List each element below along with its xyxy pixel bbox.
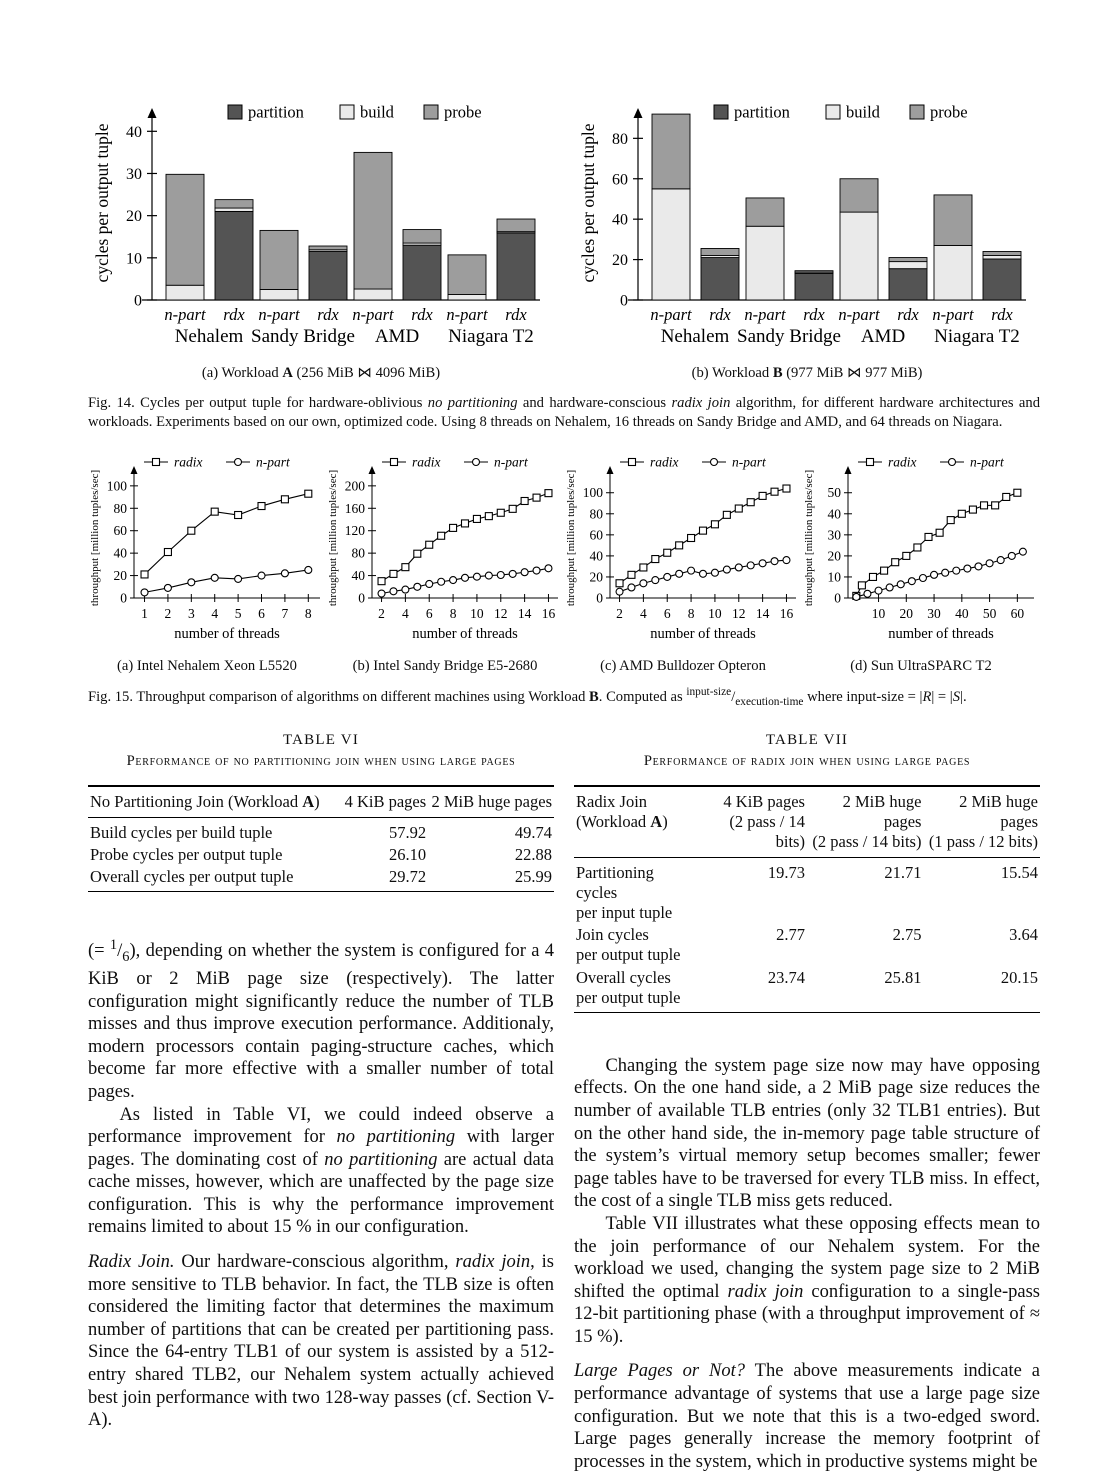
svg-text:number of threads: number of threads <box>412 626 518 642</box>
header-line: (1 pass / 12 bits) <box>925 832 1038 852</box>
svg-text:200: 200 <box>345 478 366 493</box>
table-row <box>574 857 1040 924</box>
svg-text:14: 14 <box>518 606 532 621</box>
svg-text:160: 160 <box>345 501 366 516</box>
table-vii <box>574 785 1040 1013</box>
svg-text:60: 60 <box>1011 606 1025 621</box>
fig15b-subcaption: (b) Intel Sandy Bridge E5-2680 <box>326 658 564 675</box>
svg-text:n-part: n-part <box>838 305 880 324</box>
table-vi-block <box>88 732 554 892</box>
svg-text:7: 7 <box>282 606 289 621</box>
cell-value: 19.73 <box>700 857 807 924</box>
table-header-row <box>88 786 554 818</box>
label-line: per input tuple <box>576 903 698 923</box>
cell-value: 25.81 <box>807 967 924 1013</box>
table-row <box>574 924 1040 966</box>
svg-text:0: 0 <box>134 293 142 310</box>
svg-text:AMD: AMD <box>861 326 905 347</box>
cell-value: 57.92 <box>330 817 428 844</box>
paragraph: Table VII illustrates what these opposing effects mean to the join performance of our Nehalem system. For the workload we used, changing the system page size to 2 MiB shifted the optimal radix join configuration to a single-pass 12-bit partitioning phase (with a throughput improvement of ≈ 15 %). <box>574 1213 1040 1349</box>
fig15c-figure <box>564 448 802 675</box>
svg-text:30: 30 <box>126 166 142 183</box>
header-line: (Workload A) <box>576 812 698 832</box>
cell-value: 2.75 <box>807 924 924 966</box>
svg-text:20: 20 <box>828 548 842 563</box>
fig15d-line-chart <box>802 448 1040 654</box>
svg-text:AMD: AMD <box>375 326 419 347</box>
svg-text:4: 4 <box>211 606 218 621</box>
row-label: Probe cycles per output tuple <box>88 844 330 866</box>
svg-text:4: 4 <box>640 606 647 621</box>
svg-text:number of threads: number of threads <box>174 626 280 642</box>
svg-text:n-part: n-part <box>494 454 529 469</box>
svg-text:120: 120 <box>345 523 366 538</box>
table-vi-header-label: No Partitioning Join (Workload A) <box>88 786 330 818</box>
svg-text:cycles per output tuple: cycles per output tuple <box>578 123 598 282</box>
svg-text:n-part: n-part <box>732 454 767 469</box>
fig15b-line-chart <box>326 448 564 654</box>
cell-value: 25.99 <box>428 866 554 892</box>
row-label: Build cycles per build tuple <box>88 817 330 844</box>
svg-text:build: build <box>846 103 881 122</box>
fig15d-figure <box>802 448 1040 675</box>
svg-text:10: 10 <box>126 250 142 267</box>
svg-text:6: 6 <box>426 606 433 621</box>
svg-text:16: 16 <box>542 606 556 621</box>
label-line: per output tuple <box>576 988 698 1008</box>
svg-text:radix: radix <box>412 454 441 469</box>
svg-text:throughput [million tuples/sec: throughput [million tuples/sec] <box>565 470 577 606</box>
svg-text:cycles per output tuple: cycles per output tuple <box>92 123 112 282</box>
table-vii-header-2mib-2pass <box>807 786 924 858</box>
header-line: (2 pass / 14 bits) <box>809 832 922 852</box>
svg-text:40: 40 <box>590 548 604 563</box>
cell-value: 49.74 <box>428 817 554 844</box>
svg-text:n-part: n-part <box>258 305 300 324</box>
svg-text:20: 20 <box>590 569 604 584</box>
fig15a-figure <box>88 448 326 675</box>
fig14b-figure <box>574 92 1040 382</box>
paragraph-radix-join: Radix Join. Our hardware-conscious algorithm, radix join, is more sensitive to TLB behavior. In fact, the TLB size is often considered the limiting factor that determines the maximum number of partitions that can be created per partitioning pass. Since the 64-entry TLB1 of our system is assisted by a 512-entry shared TLB2, our Nehalem system actually achieved best join performance with two 128-way passes (cf. Section V-A). <box>88 1251 554 1432</box>
table-vii-block <box>574 732 1040 1013</box>
svg-text:Sandy Bridge: Sandy Bridge <box>737 326 841 347</box>
cell-value: 21.71 <box>807 857 924 924</box>
table-row <box>574 967 1040 1013</box>
svg-text:number of threads: number of threads <box>888 626 994 642</box>
table-row <box>88 844 554 866</box>
svg-text:n-part: n-part <box>970 454 1005 469</box>
cell-value: 20.15 <box>923 967 1040 1013</box>
header-line: Radix Join <box>576 792 698 812</box>
fig15a-subcaption: (a) Intel Nehalem Xeon L5520 <box>88 658 326 675</box>
paragraph-large-pages: Large Pages or Not? The above measurements indicate a performance advantage of systems that use a large page size configuration. But we note that this is a two-edged sword. Large pages generally increase the memory footprint of processes in the system, which in productive systems might be <box>574 1360 1040 1473</box>
svg-text:Niagara T2: Niagara T2 <box>934 326 1020 347</box>
svg-text:Niagara T2: Niagara T2 <box>448 326 534 347</box>
svg-text:20: 20 <box>114 568 128 583</box>
svg-text:20: 20 <box>612 252 628 269</box>
svg-text:rdx: rdx <box>317 305 339 324</box>
table-vii-header-2mib-1pass <box>923 786 1040 858</box>
table-vi-header-2mib: 2 MiB huge pages <box>428 786 554 818</box>
fig14a-bar-chart <box>88 92 554 360</box>
svg-text:40: 40 <box>126 124 142 141</box>
svg-text:n-part: n-part <box>932 305 974 324</box>
header-line: 2 MiB huge pages <box>809 792 922 832</box>
svg-text:n-part: n-part <box>650 305 692 324</box>
svg-text:30: 30 <box>927 606 941 621</box>
svg-text:20: 20 <box>126 208 142 225</box>
svg-text:2: 2 <box>165 606 172 621</box>
paragraph: Changing the system page size now may have opposing effects. On the one hand side, a 2 MiB page size reduces the number of available TLB entries (only 32 TLB1 entries). But on the other hand side, the in-memory page table structure of the system’s virtual memory setup becomes smaller; fewer page tables have to be traversed for every TLB miss. In effect, the cost of a single TLB miss gets reduced. <box>574 1055 1040 1213</box>
svg-text:0: 0 <box>120 590 127 605</box>
fig15c-line-chart <box>564 448 802 654</box>
svg-text:0: 0 <box>620 293 628 310</box>
svg-text:n-part: n-part <box>164 305 206 324</box>
svg-text:40: 40 <box>352 568 366 583</box>
header-line: 4 KiB pages <box>702 792 805 812</box>
svg-text:n-part: n-part <box>256 454 291 469</box>
table-vii-title: TABLE VII <box>574 732 1040 749</box>
table-vi-title: TABLE VI <box>88 732 554 749</box>
svg-text:8: 8 <box>688 606 695 621</box>
fig14b-bar-chart <box>574 92 1040 360</box>
row-label <box>574 924 700 966</box>
svg-text:radix: radix <box>650 454 679 469</box>
cell-value: 23.74 <box>700 967 807 1013</box>
svg-text:n-part: n-part <box>446 305 488 324</box>
svg-text:probe: probe <box>444 103 482 122</box>
svg-text:80: 80 <box>612 131 628 148</box>
svg-text:80: 80 <box>114 501 128 516</box>
fig14a-figure <box>88 92 554 382</box>
svg-text:radix: radix <box>174 454 203 469</box>
fig14b-subcaption: (b) Workload B (977 MiB ⋈ 977 MiB) <box>574 364 1040 382</box>
row-label <box>574 857 700 924</box>
fig15b-figure <box>326 448 564 675</box>
svg-text:40: 40 <box>828 506 842 521</box>
fig15d-subcaption: (d) Sun UltraSPARC T2 <box>802 658 1040 675</box>
svg-text:8: 8 <box>305 606 312 621</box>
svg-text:partition: partition <box>248 103 304 122</box>
label-line: Partitioning cycles <box>576 863 698 903</box>
svg-text:14: 14 <box>756 606 770 621</box>
fig14-caption: Fig. 14. Cycles per output tuple for hardware-oblivious no partitioning and hardware-conscious radix join algorithm, for different hardware architectures and workloads. Experiments based on our own, optimized code. Using 8 threads on Nehalem, 16 threads on Sandy Bridge and AMD, and 64 threads on Niagara. <box>88 394 1040 432</box>
svg-text:12: 12 <box>732 606 746 621</box>
table-row <box>88 817 554 844</box>
svg-text:40: 40 <box>612 212 628 229</box>
right-column <box>574 732 1040 1473</box>
cell-value: 15.54 <box>923 857 1040 924</box>
svg-text:6: 6 <box>258 606 265 621</box>
svg-text:60: 60 <box>612 171 628 188</box>
svg-text:2: 2 <box>616 606 623 621</box>
fig15c-subcaption: (c) AMD Bulldozer Opteron <box>564 658 802 675</box>
svg-text:40: 40 <box>955 606 969 621</box>
svg-text:rdx: rdx <box>223 305 245 324</box>
svg-text:60: 60 <box>114 523 128 538</box>
table-vi-subtitle: Performance of no partitioning join when using large pages <box>88 753 554 770</box>
svg-text:Sandy Bridge: Sandy Bridge <box>251 326 355 347</box>
svg-text:build: build <box>360 103 395 122</box>
table-vii-header-4kib <box>700 786 807 858</box>
fig15a-line-chart <box>88 448 326 654</box>
cell-value: 29.72 <box>330 866 428 892</box>
svg-text:rdx: rdx <box>709 305 731 324</box>
svg-text:1: 1 <box>141 606 148 621</box>
svg-text:rdx: rdx <box>991 305 1013 324</box>
svg-text:2: 2 <box>378 606 385 621</box>
svg-text:throughput [million tuples/sec: throughput [million tuples/sec] <box>327 470 339 606</box>
table-vii-header-label <box>574 786 700 858</box>
table-vi <box>88 785 554 892</box>
svg-text:4: 4 <box>402 606 409 621</box>
svg-text:5: 5 <box>235 606 242 621</box>
two-column-layout <box>88 732 1040 1473</box>
svg-text:throughput [million tuples/sec: throughput [million tuples/sec] <box>89 470 101 606</box>
header-line: (2 pass / 14 bits) <box>702 812 805 852</box>
svg-text:rdx: rdx <box>803 305 825 324</box>
svg-text:16: 16 <box>780 606 794 621</box>
svg-text:0: 0 <box>596 590 603 605</box>
svg-text:40: 40 <box>114 546 128 561</box>
paragraph: As listed in Table VI, we could indeed observe a performance improvement for no partitioning with larger pages. The dominating cost of no partitioning are actual data cache misses, however, which are unaffected by the page size configuration. This is why the performance improvement remains limited to about 15 % in our configuration. <box>88 1104 554 1240</box>
table-vi-header-4kib: 4 KiB pages <box>330 786 428 818</box>
table-vii-subtitle: Performance of radix join when using large pages <box>574 753 1040 770</box>
svg-text:rdx: rdx <box>411 305 433 324</box>
svg-text:rdx: rdx <box>505 305 527 324</box>
row-label: Overall cycles per output tuple <box>88 866 330 892</box>
svg-text:100: 100 <box>583 485 604 500</box>
svg-text:0: 0 <box>358 590 365 605</box>
cell-value: 26.10 <box>330 844 428 866</box>
svg-text:n-part: n-part <box>352 305 394 324</box>
svg-text:throughput [million tuples/sec: throughput [million tuples/sec] <box>803 470 815 606</box>
svg-text:Nehalem: Nehalem <box>661 326 730 347</box>
svg-text:rdx: rdx <box>897 305 919 324</box>
svg-text:6: 6 <box>664 606 671 621</box>
svg-text:n-part: n-part <box>744 305 786 324</box>
svg-text:30: 30 <box>828 527 842 542</box>
cell-value: 2.77 <box>700 924 807 966</box>
svg-text:80: 80 <box>352 546 366 561</box>
fig15-row <box>88 448 1040 675</box>
svg-text:60: 60 <box>590 527 604 542</box>
header-line: 2 MiB huge pages <box>925 792 1038 832</box>
table-row <box>88 866 554 892</box>
svg-text:100: 100 <box>107 478 128 493</box>
cell-value: 22.88 <box>428 844 554 866</box>
fig15-caption: Fig. 15. Throughput comparison of algorithms on different machines using Workload B. Computed as $^{input-size}/_{execution-time}$ where input-size = |R| = |S|. <box>88 685 1040 710</box>
svg-text:50: 50 <box>983 606 997 621</box>
svg-text:Nehalem: Nehalem <box>175 326 244 347</box>
svg-text:partition: partition <box>734 103 790 122</box>
svg-text:10: 10 <box>872 606 886 621</box>
svg-text:10: 10 <box>708 606 722 621</box>
svg-text:12: 12 <box>494 606 508 621</box>
fig14a-subcaption: (a) Workload A (256 MiB ⋈ 4096 MiB) <box>88 364 554 382</box>
table-header-row <box>574 786 1040 858</box>
svg-text:0: 0 <box>834 590 841 605</box>
svg-text:10: 10 <box>828 569 842 584</box>
left-column <box>88 732 554 1473</box>
row-label <box>574 967 700 1013</box>
svg-text:20: 20 <box>900 606 914 621</box>
svg-text:radix: radix <box>888 454 917 469</box>
svg-text:8: 8 <box>450 606 457 621</box>
fig14-row <box>88 92 1040 382</box>
paragraph: (= $^1/_6$), depending on whether the system is configured for a 4 KiB or 2 MiB page size (respectively). The latter configuration might significantly reduce the number of TLB misses and thus improve execution performance. Additionaly, modern processors contain paging-structure caches, which become far more effective with a smaller number of total pages. <box>88 934 554 1104</box>
svg-text:probe: probe <box>930 103 968 122</box>
label-line: per output tuple <box>576 945 698 965</box>
svg-text:10: 10 <box>470 606 484 621</box>
label-line: Overall cycles <box>576 968 698 988</box>
cell-value: 3.64 <box>923 924 1040 966</box>
svg-text:number of threads: number of threads <box>650 626 756 642</box>
svg-text:3: 3 <box>188 606 195 621</box>
svg-text:80: 80 <box>590 506 604 521</box>
svg-text:50: 50 <box>828 485 842 500</box>
label-line: Join cycles <box>576 925 698 945</box>
